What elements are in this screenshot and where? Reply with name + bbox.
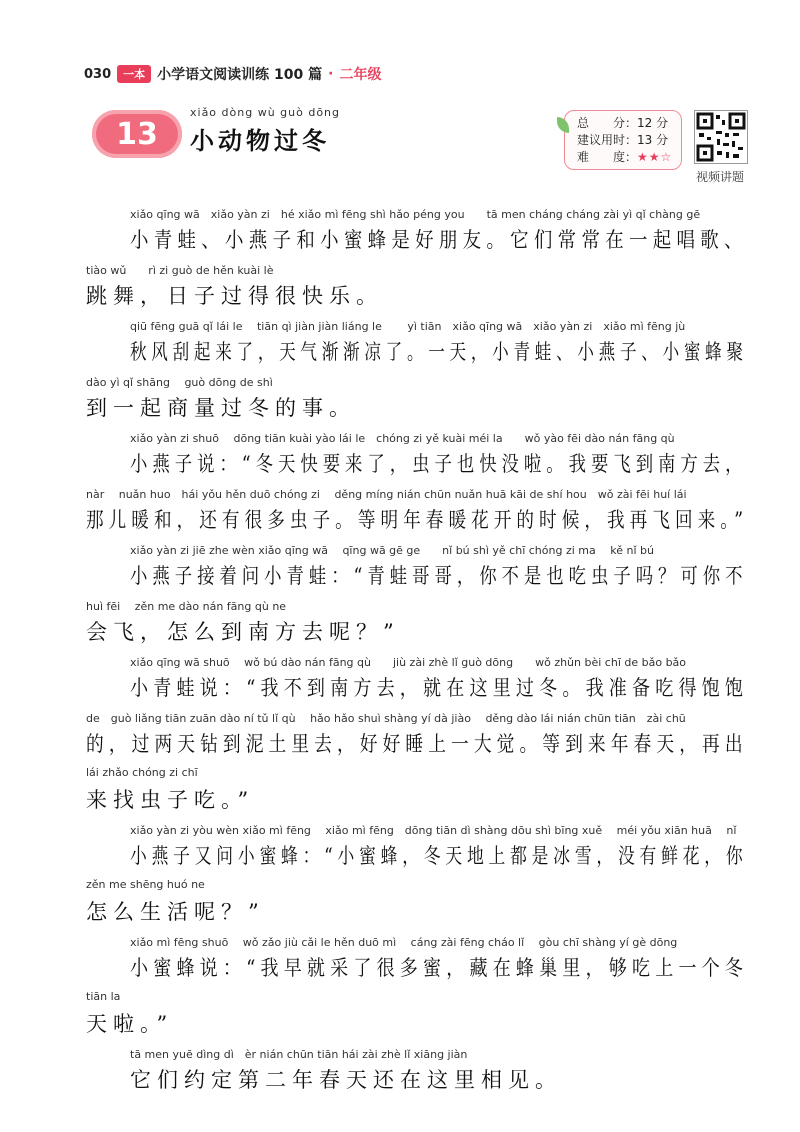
line-pinyin: xiǎo qīng wā shuō wǒ bú dào nán fāng qù jiù zài zhè lǐ guò dōng wǒ zhǔn bèi chī de bǎo bǎo: [130, 656, 687, 669]
line-pinyin: xiǎo qīng wā xiǎo yàn zi hé xiǎo mì fēng shì hǎo péng you tā men cháng cháng zài yì qǐ chàng gē: [130, 208, 701, 221]
page-number: 030: [84, 66, 112, 82]
line-text: 会飞，怎么到南方去呢？”: [86, 620, 400, 644]
line-text: 跳舞，日子过得很快乐。: [86, 284, 383, 308]
grade-label: 二年级: [339, 67, 382, 83]
line-pinyin: xiǎo yàn zi yòu wèn xiǎo mì fēng xiǎo mì fēng dōng tiān dì shàng dōu shì bīng xuě méi yǒu xiān huā nǐ: [130, 824, 737, 837]
line-pinyin: tiān la: [86, 990, 121, 1003]
difficulty-stars: ★★☆: [637, 150, 673, 164]
lesson-number: 13: [116, 116, 158, 152]
line-pinyin: huì fēi zěn me dào nán fāng qù ne: [86, 600, 287, 613]
line-text: 的，过两天钻到泥土里去，好好睡上一大觉。等到来年春天，再出: [86, 732, 748, 756]
line-text: 小蜜蜂说：“我早就采了很多蜜，藏在蜂巢里，够吃上一个冬: [130, 956, 749, 980]
qr-caption: 视频讲题: [695, 170, 744, 184]
line-pinyin: dào yì qǐ shāng guò dōng de shì: [86, 376, 273, 389]
series-title: 小学语文阅读训练 100 篇: [157, 67, 323, 83]
line-pinyin: qiū fēng guā qǐ lái le tiān qì jiàn jiàn liáng le yì tiān xiǎo qīng wā xiǎo yàn zi xiǎo mì fēng jù: [130, 320, 686, 333]
line-text: 小青蛙说：“我不到南方去，就在这里过冬。我准备吃得饱饱: [130, 676, 749, 700]
line-text: 到一起商量过冬的事。: [86, 396, 356, 420]
line-pinyin: lái zhǎo chóng zi chī: [86, 766, 198, 779]
suggested-time: 建议用时：13 分: [577, 133, 669, 147]
line-pinyin: xiǎo yàn zi jiē zhe wèn xiǎo qīng wā qīng wā gē ge nǐ bú shì yě chī chóng zi ma kě nǐ bú: [130, 544, 654, 557]
line-text: 它们约定第二年春天还在这里相见。: [130, 1068, 562, 1092]
line-text: 来找虫子吃。”: [86, 788, 255, 812]
line-pinyin: zěn me shēng huó ne: [86, 878, 205, 891]
line-text: 那儿暖和，还有很多虫子。等明年春暖花开的时候，我再飞回来。”: [86, 508, 749, 532]
line-text: 天啦。”: [86, 1012, 174, 1036]
total-score: 总 分：12 分: [577, 116, 669, 130]
line-text: 小燕子又问小蜜蜂：“小蜜蜂，冬天地上都是冰雪，没有鲜花，你: [130, 844, 748, 868]
line-pinyin: nàr nuǎn huo hái yǒu hěn duō chóng zi děng míng nián chūn nuǎn huā kāi de shí hou wǒ zài fēi huí lái: [86, 488, 687, 501]
difficulty-label: 难 度：: [577, 150, 638, 164]
line-pinyin: tā men yuē dìng dì èr nián chūn tiān hái zài zhè lǐ xiāng jiàn: [130, 1048, 468, 1061]
line-text: 小青蛙、小燕子和小蜜蜂是好朋友。它们常常在一起唱歌、: [130, 228, 748, 252]
line-text: 秋风刮起来了，天气渐渐凉了。一天，小青蛙、小燕子、小蜜蜂聚: [130, 340, 748, 364]
title-pinyin: xiǎo dòng wù guò dōng: [190, 106, 341, 119]
separator: ·: [328, 66, 334, 82]
line-pinyin: xiǎo yàn zi shuō dōng tiān kuài yào lái le chóng zi yě kuài méi la wǒ yào fēi dào nán fāng qù: [130, 432, 675, 445]
brand-logo: 一本: [117, 65, 151, 83]
line-pinyin: xiǎo mì fēng shuō wǒ zǎo jiù cǎi le hěn duō mì cáng zài fēng cháo lǐ gòu chī shàng yí gè dōng: [130, 936, 678, 949]
line-pinyin: de guò liǎng tiān zuān dào ní tǔ lǐ qù hǎo hǎo shuì shàng yí dà jiào děng dào lái nián chūn tiān zài chū: [86, 712, 686, 725]
lesson-title: 小动物过冬: [190, 127, 330, 155]
line-text: 小燕子接着问小青蛙：“青蛙哥哥，你不是也吃虫子吗？可你不: [130, 564, 748, 588]
line-text: 小燕子说：“冬天快要来了，虫子也快没啦。我要飞到南方去，: [130, 452, 748, 476]
line-pinyin: tiào wǔ rì zi guò de hěn kuài lè: [86, 264, 274, 277]
line-text: 怎么生活呢？”: [86, 900, 265, 924]
